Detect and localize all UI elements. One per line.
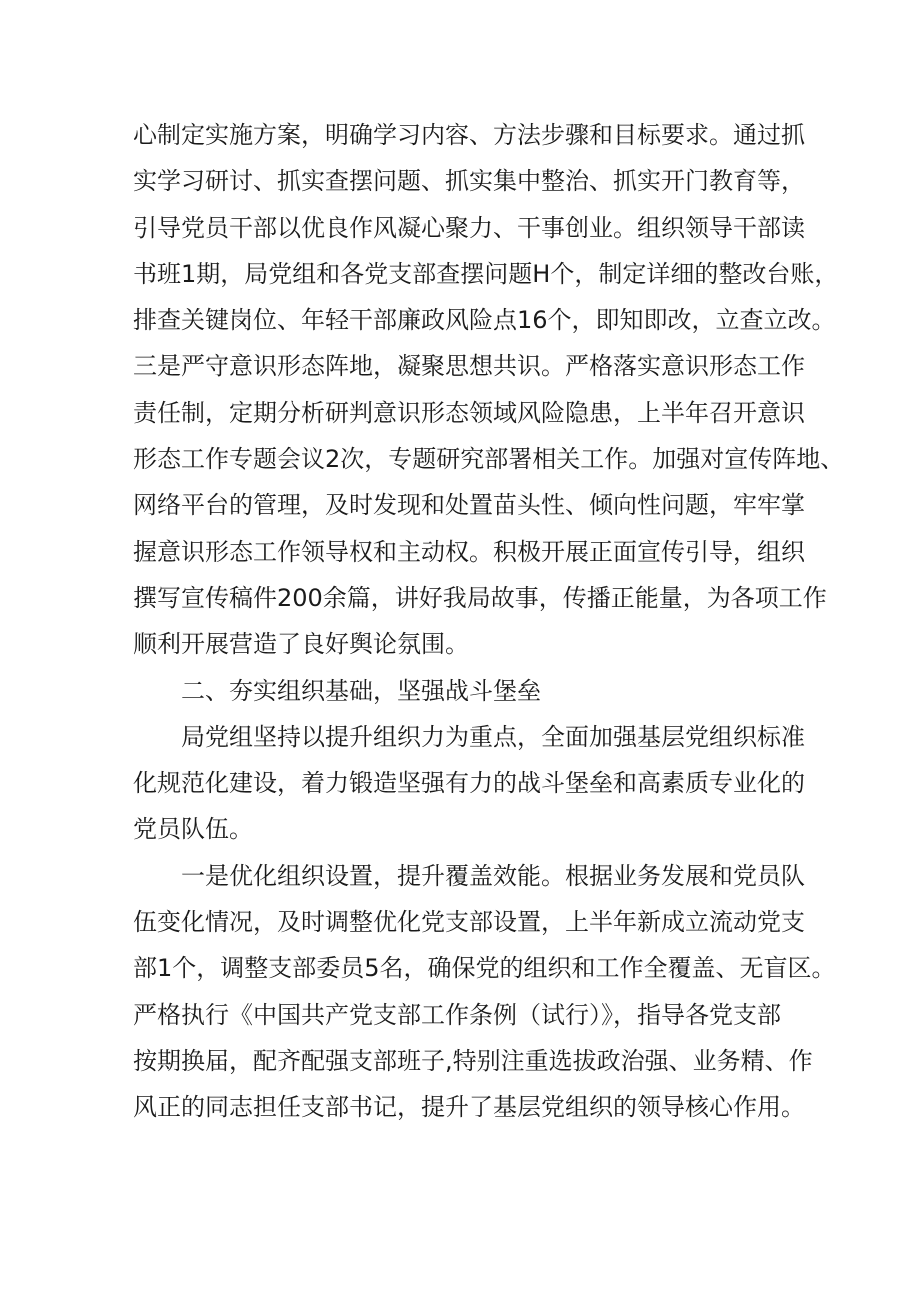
text-line: 书班1期，局党组和各党支部查摆问题H个，制定详细的整改台账， (133, 259, 839, 288)
text-line: 握意识形态工作领导权和主动权。积极开展正面宣传引导，组织 (133, 537, 805, 566)
paragraph-first-line: 一是优化组织设置，提升覆盖效能。根据业务发展和党员队 (181, 861, 805, 890)
text-line: 党员队伍。 (133, 815, 253, 844)
text-line: 网络平台的管理，及时发现和处置苗头性、倾向性问题，牢牢掌 (133, 491, 805, 520)
text-line: 部1个，调整支部委员5名，确保党的组织和工作全覆盖、无盲区。 (133, 954, 836, 983)
text-line: 撰写宣传稿件200余篇，讲好我局故事，传播正能量，为各项工作 (133, 583, 827, 612)
text-line: 三是严守意识形态阵地，凝聚思想共识。严格落实意识形态工作 (133, 352, 805, 381)
text-line: 按期换届，配齐配强支部班子,特别注重选拔政治强、业务精、作 (133, 1046, 813, 1075)
text-line: 风正的同志担任支部书记，提升了基层党组织的领导核心作用。 (133, 1093, 805, 1122)
paragraph-first-line: 局党组坚持以提升组织力为重点，全面加强基层党组织标准 (181, 722, 805, 751)
text-line: 心制定实施方案，明确学习内容、方法步骤和目标要求。通过抓 (133, 121, 805, 149)
text-line: 顺利开展营造了良好舆论氛围。 (133, 630, 469, 659)
text-line: 形态工作专题会议2次，专题研究部署相关工作。加强对宣传阵地、 (133, 445, 845, 474)
section-heading: 二、夯实组织基础，坚强战斗堡垒 (181, 676, 541, 705)
text-line: 实学习研讨、抓实查摆问题、抓实集中整治、抓实开门教育等， (133, 167, 805, 196)
text-line: 严格执行《中国共产党支部工作条例（试行）》，指导各党支部 (133, 1000, 781, 1029)
text-line: 化规范化建设，着力锻造坚强有力的战斗堡垒和高素质专业化的 (133, 769, 805, 798)
document-body (133, 112, 845, 1131)
text-line: 责任制，定期分析研判意识形态领域风险隐患，上半年召开意识 (133, 398, 805, 427)
text-line: 伍变化情况，及时调整优化党支部设置，上半年新成立流动党支 (133, 908, 805, 937)
text-line: 排查关键岗位、年轻干部廉政风险点16个，即知即改，立查立改。 (133, 306, 836, 335)
text-line: 引导党员干部以优良作风凝心聚力、干事创业。组织领导干部读 (133, 213, 805, 242)
